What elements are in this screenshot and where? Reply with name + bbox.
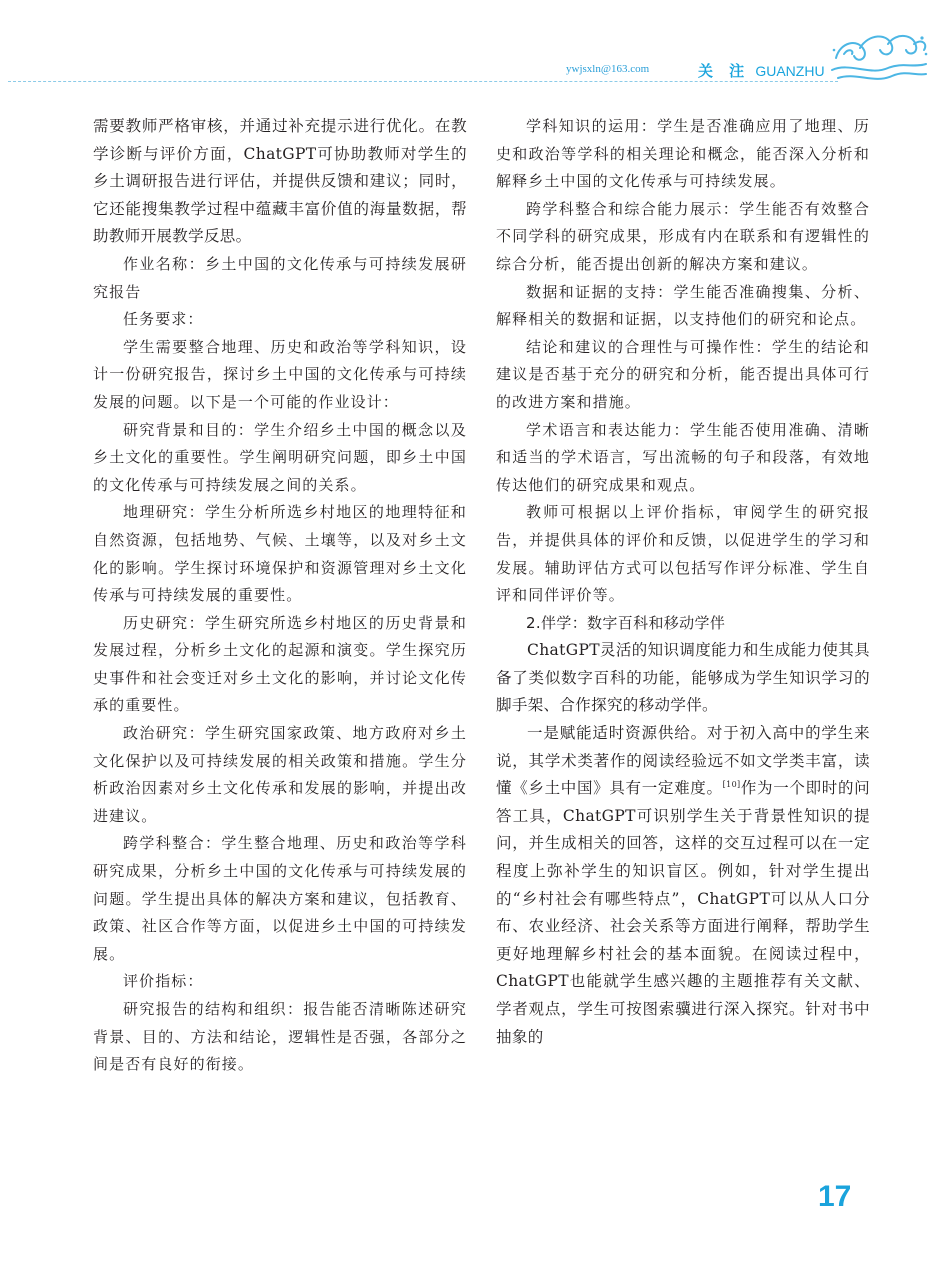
- page-number: 17: [818, 1180, 852, 1213]
- task-requirements-label: 任务要求：: [123, 310, 204, 329]
- section-label-en: GUANZHU: [755, 63, 825, 79]
- paragraph: 学生需要整合地理、历史和政治等学科知识，设计一份研究报告，探讨乡土中国的文化传承与可持续发展的问题。以下是一个可能的作业设计：: [93, 337, 467, 411]
- evaluation-criteria-label: 评价指标：: [123, 972, 204, 991]
- paragraph: 跨学科整合：学生整合地理、历史和政治等学科研究成果，分析乡土中国的文化传承与可持续发展的问题。学生提出具体的解决方案和建议，包括教育、政策、社区合作等方面，以促进乡土中国的可持续发展。: [93, 834, 467, 963]
- paragraph: 地理研究：学生分析所选乡村地区的地理特征和自然资源，包括地势、气候、土壤等，以及对乡土文化的影响。学生探讨环境保护和资源管理对乡土文化传承与可持续发展的重要性。: [93, 503, 467, 605]
- paragraph: 历史研究：学生研究所选乡村地区的历史背景和发展过程，分析乡土文化的起源和演变。学生探究历史事件和社会变迁对乡土文化的影响，并讨论文化传承的重要性。: [93, 613, 467, 715]
- paragraph: 学科知识的运用：学生是否准确应用了地理、历史和政治等学科的相关理论和概念，能否深入分析和解释乡土中国的文化传承与可持续发展。: [496, 117, 870, 191]
- section-label: [698, 60, 825, 81]
- paragraph: 教师可根据以上评价指标，审阅学生的研究报告，并提供具体的评价和反馈，以促进学生的学习和发展。辅助评估方式可以包括写作评分标准、学生自评和同伴评价等。: [496, 503, 870, 605]
- paragraph-text: 一是赋能适时资源供给。对于初入高中的学生来说，其学术类著作的阅读经验远不如文学类丰富，读懂《乡土中国》具有一定难度。: [496, 724, 870, 798]
- paragraph: 学术语言和表达能力：学生能否使用准确、清晰和适当的学术语言，写出流畅的句子和段落，有效地传达他们的研究成果和观点。: [496, 420, 870, 494]
- paragraph: 研究背景和目的：学生介绍乡土中国的概念以及乡土文化的重要性。学生阐明研究问题，即乡土中国的文化传承与可持续发展之间的关系。: [93, 420, 467, 494]
- page-header: [0, 0, 950, 96]
- paragraph: 研究报告的结构和组织：报告能否清晰陈述研究背景、目的、方法和结论，逻辑性是否强，各部分之间是否有良好的衔接。: [93, 1000, 467, 1074]
- paragraph: [496, 720, 870, 1051]
- paragraph: ChatGPT灵活的知识调度能力和生成能力使其具备了类似数字百科的功能，能够成为学生知识学习的脚手架、合作探究的移动学伴。: [496, 641, 870, 715]
- paragraph: 数据和证据的支持：学生能否准确搜集、分析、解释相关的数据和证据，以支持他们的研究和论点。: [496, 282, 870, 329]
- paragraph: 需要教师严格审核，并通过补充提示进行优化。在教学诊断与评价方面，ChatGPT可协助教师对学生的乡土调研报告进行评估，并提供反馈和建议；同时，它还能搜集教学过程中蕴藏丰富价值的海量数据，帮助教师开展教学反思。: [93, 117, 467, 246]
- paragraph-text: 作为一个即时的问答工具，ChatGPT可识别学生关于背景性知识的提问，并生成相关的回答，这样的交互过程可以在一定程度上弥补学生的知识盲区。例如，针对学生提出的“乡村社会有哪些特点”，ChatGPT可以从人口分布、农业经济、社会关系等方面进行阐释，帮助学生更好地理解乡村社会的基本面貌。在阅读过程中，ChatGPT也能就学生感兴趣的主题推荐有关文献、学者观点，学生可按图索骥进行深入探究。针对书中抽象的: [496, 779, 870, 1046]
- section-label-zh: 关 注: [698, 63, 751, 80]
- wave-ornament-icon: [830, 28, 930, 84]
- paragraph: 跨学科整合和综合能力展示：学生能否有效整合不同学科的研究成果，形成有内在联系和有逻辑性的综合分析，能否提出创新的解决方案和建议。: [496, 199, 870, 273]
- paragraph: 政治研究：学生研究国家政策、地方政府对乡土文化保护以及可持续发展的相关政策和措施。学生分析政治因素对乡土文化传承和发展的影响，并提出改进建议。: [93, 724, 467, 825]
- right-column: [496, 113, 870, 1051]
- header-email: ywjsxln@163.com: [566, 63, 650, 75]
- header-dotted-rule: [8, 81, 838, 82]
- left-column: [93, 113, 467, 1079]
- citation-marker: [10]: [722, 780, 741, 790]
- section-heading: 2.伴学：数字百科和移动学伴: [526, 613, 726, 632]
- paragraph: 结论和建议的合理性与可操作性：学生的结论和建议是否基于充分的研究和分析，能否提出具体可行的改进方案和措施。: [496, 337, 870, 411]
- assignment-title: 作业名称：乡土中国的文化传承与可持续发展研究报告: [93, 254, 467, 301]
